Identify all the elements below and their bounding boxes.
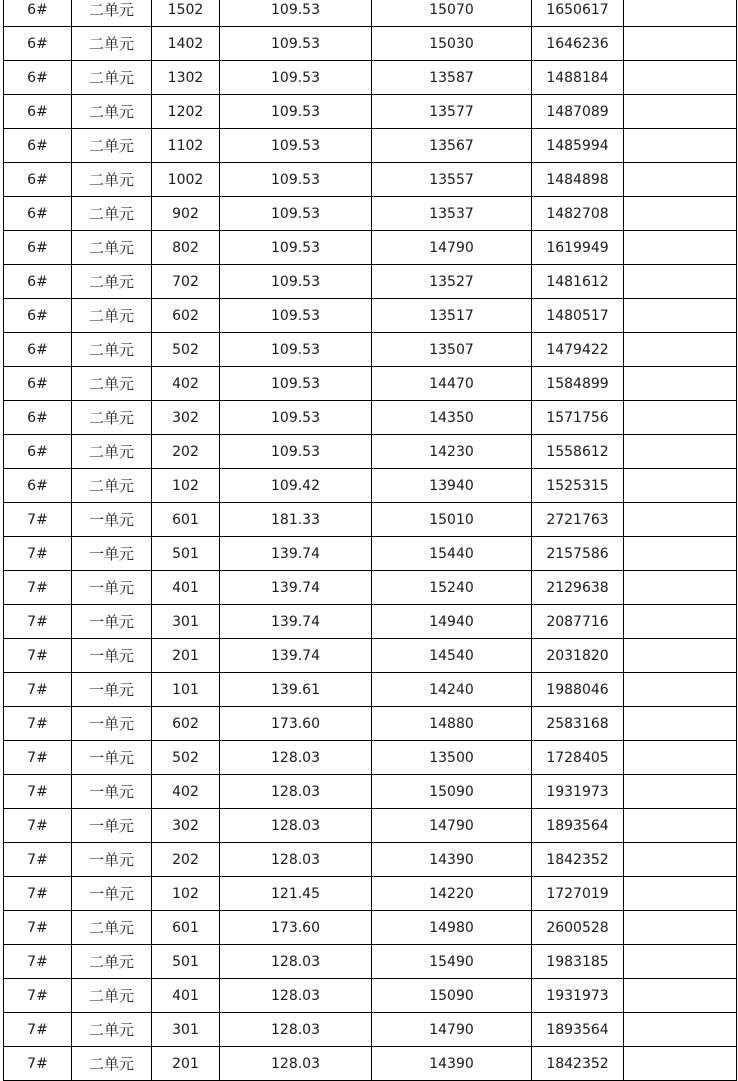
total-price-cell: 1488184 (532, 61, 624, 95)
remark-cell (624, 0, 737, 27)
area-cell: 139.74 (220, 537, 372, 571)
remark-cell (624, 945, 737, 979)
unit-cell: 二单元 (72, 299, 152, 333)
room-cell: 601 (152, 503, 220, 537)
total-price-cell: 1650617 (532, 0, 624, 27)
remark-cell (624, 333, 737, 367)
total-price-cell: 1842352 (532, 843, 624, 877)
area-cell: 173.60 (220, 707, 372, 741)
building-cell: 7# (4, 809, 72, 843)
building-cell: 6# (4, 95, 72, 129)
total-price-cell: 1931973 (532, 775, 624, 809)
total-price-cell: 1842352 (532, 1047, 624, 1081)
unit-price-cell: 15090 (372, 979, 532, 1013)
table-row (4, 163, 737, 197)
table-row (4, 775, 737, 809)
total-price-cell: 1571756 (532, 401, 624, 435)
remark-cell (624, 537, 737, 571)
total-price-cell: 1728405 (532, 741, 624, 775)
total-price-cell: 1480517 (532, 299, 624, 333)
building-cell: 7# (4, 1013, 72, 1047)
building-cell: 7# (4, 741, 72, 775)
unit-price-cell: 13500 (372, 741, 532, 775)
unit-price-cell: 14540 (372, 639, 532, 673)
unit-price-cell: 15030 (372, 27, 532, 61)
unit-price-cell: 14390 (372, 1047, 532, 1081)
unit-price-cell: 13940 (372, 469, 532, 503)
remark-cell (624, 877, 737, 911)
area-cell: 139.74 (220, 605, 372, 639)
remark-cell (624, 401, 737, 435)
unit-cell: 二单元 (72, 469, 152, 503)
unit-price-cell: 14790 (372, 1013, 532, 1047)
room-cell: 502 (152, 741, 220, 775)
table-row (4, 843, 737, 877)
unit-cell: 二单元 (72, 95, 152, 129)
building-cell: 6# (4, 231, 72, 265)
area-cell: 109.53 (220, 265, 372, 299)
building-cell: 6# (4, 0, 72, 27)
unit-cell: 二单元 (72, 197, 152, 231)
area-cell: 109.53 (220, 129, 372, 163)
unit-price-cell: 15440 (372, 537, 532, 571)
building-cell: 6# (4, 129, 72, 163)
area-cell: 109.53 (220, 435, 372, 469)
table-row (4, 333, 737, 367)
room-cell: 201 (152, 639, 220, 673)
building-cell: 6# (4, 197, 72, 231)
building-cell: 7# (4, 673, 72, 707)
table-row (4, 231, 737, 265)
unit-price-cell: 14230 (372, 435, 532, 469)
table-row (4, 129, 737, 163)
table-row (4, 401, 737, 435)
building-cell: 6# (4, 401, 72, 435)
room-cell: 402 (152, 367, 220, 401)
building-cell: 7# (4, 877, 72, 911)
unit-price-cell: 14790 (372, 809, 532, 843)
room-cell: 1302 (152, 61, 220, 95)
total-price-cell: 1988046 (532, 673, 624, 707)
unit-price-cell: 14790 (372, 231, 532, 265)
remark-cell (624, 231, 737, 265)
remark-cell (624, 741, 737, 775)
table-row (4, 571, 737, 605)
total-price-cell: 2721763 (532, 503, 624, 537)
area-cell: 128.03 (220, 741, 372, 775)
table-row (4, 27, 737, 61)
unit-price-cell: 13517 (372, 299, 532, 333)
remark-cell (624, 1047, 737, 1081)
unit-price-cell: 14980 (372, 911, 532, 945)
room-cell: 302 (152, 809, 220, 843)
room-cell: 601 (152, 911, 220, 945)
room-cell: 1002 (152, 163, 220, 197)
unit-cell: 二单元 (72, 1047, 152, 1081)
area-cell: 109.53 (220, 401, 372, 435)
table-row (4, 707, 737, 741)
unit-cell: 二单元 (72, 945, 152, 979)
table-row (4, 95, 737, 129)
area-cell: 109.53 (220, 27, 372, 61)
remark-cell (624, 1013, 737, 1047)
area-cell: 128.03 (220, 1047, 372, 1081)
total-price-cell: 2157586 (532, 537, 624, 571)
total-price-cell: 1727019 (532, 877, 624, 911)
unit-cell: 二单元 (72, 1013, 152, 1047)
unit-cell: 二单元 (72, 333, 152, 367)
room-cell: 1102 (152, 129, 220, 163)
unit-price-cell: 14470 (372, 367, 532, 401)
building-cell: 7# (4, 571, 72, 605)
price-table-container (3, 0, 737, 1081)
building-cell: 7# (4, 707, 72, 741)
unit-cell: 二单元 (72, 61, 152, 95)
total-price-cell: 1484898 (532, 163, 624, 197)
remark-cell (624, 61, 737, 95)
area-cell: 109.53 (220, 0, 372, 27)
unit-price-cell: 15010 (372, 503, 532, 537)
total-price-cell: 1931973 (532, 979, 624, 1013)
building-cell: 7# (4, 537, 72, 571)
room-cell: 902 (152, 197, 220, 231)
unit-cell: 一单元 (72, 707, 152, 741)
room-cell: 602 (152, 299, 220, 333)
remark-cell (624, 129, 737, 163)
remark-cell (624, 367, 737, 401)
total-price-cell: 2031820 (532, 639, 624, 673)
table-row (4, 605, 737, 639)
unit-price-cell: 14390 (372, 843, 532, 877)
building-cell: 7# (4, 911, 72, 945)
unit-price-cell: 15090 (372, 775, 532, 809)
remark-cell (624, 571, 737, 605)
remark-cell (624, 299, 737, 333)
building-cell: 6# (4, 265, 72, 299)
room-cell: 102 (152, 877, 220, 911)
room-cell: 401 (152, 979, 220, 1013)
remark-cell (624, 673, 737, 707)
unit-cell: 一单元 (72, 673, 152, 707)
area-cell: 109.53 (220, 95, 372, 129)
remark-cell (624, 435, 737, 469)
remark-cell (624, 809, 737, 843)
area-cell: 109.53 (220, 61, 372, 95)
unit-price-cell: 15240 (372, 571, 532, 605)
area-cell: 128.03 (220, 945, 372, 979)
remark-cell (624, 911, 737, 945)
total-price-cell: 1487089 (532, 95, 624, 129)
room-cell: 802 (152, 231, 220, 265)
remark-cell (624, 979, 737, 1013)
table-row (4, 911, 737, 945)
table-row (4, 0, 737, 27)
unit-cell: 一单元 (72, 605, 152, 639)
table-row (4, 639, 737, 673)
total-price-cell: 1525315 (532, 469, 624, 503)
room-cell: 202 (152, 843, 220, 877)
table-row (4, 469, 737, 503)
unit-cell: 一单元 (72, 843, 152, 877)
room-cell: 1502 (152, 0, 220, 27)
unit-cell: 一单元 (72, 571, 152, 605)
unit-cell: 二单元 (72, 163, 152, 197)
total-price-cell: 2129638 (532, 571, 624, 605)
unit-cell: 二单元 (72, 367, 152, 401)
building-cell: 6# (4, 299, 72, 333)
remark-cell (624, 843, 737, 877)
room-cell: 301 (152, 605, 220, 639)
unit-cell: 二单元 (72, 129, 152, 163)
unit-price-cell: 14220 (372, 877, 532, 911)
building-cell: 6# (4, 333, 72, 367)
building-cell: 6# (4, 27, 72, 61)
remark-cell (624, 95, 737, 129)
total-price-cell: 2600528 (532, 911, 624, 945)
total-price-cell: 1646236 (532, 27, 624, 61)
table-row (4, 265, 737, 299)
room-cell: 1402 (152, 27, 220, 61)
table-row (4, 979, 737, 1013)
unit-price-cell: 13527 (372, 265, 532, 299)
unit-cell: 二单元 (72, 401, 152, 435)
unit-cell: 二单元 (72, 979, 152, 1013)
total-price-cell: 1558612 (532, 435, 624, 469)
unit-price-cell: 15070 (372, 0, 532, 27)
remark-cell (624, 27, 737, 61)
total-price-cell: 1619949 (532, 231, 624, 265)
unit-cell: 二单元 (72, 0, 152, 27)
area-cell: 109.53 (220, 367, 372, 401)
unit-price-cell: 13537 (372, 197, 532, 231)
room-cell: 1202 (152, 95, 220, 129)
table-row (4, 61, 737, 95)
room-cell: 201 (152, 1047, 220, 1081)
unit-price-cell: 13507 (372, 333, 532, 367)
area-cell: 181.33 (220, 503, 372, 537)
unit-price-cell: 15490 (372, 945, 532, 979)
total-price-cell: 1584899 (532, 367, 624, 401)
unit-cell: 一单元 (72, 537, 152, 571)
unit-price-cell: 13587 (372, 61, 532, 95)
area-cell: 128.03 (220, 1013, 372, 1047)
table-row (4, 673, 737, 707)
remark-cell (624, 469, 737, 503)
remark-cell (624, 163, 737, 197)
price-table-body (4, 0, 737, 1081)
unit-cell: 一单元 (72, 741, 152, 775)
table-row (4, 1013, 737, 1047)
area-cell: 139.61 (220, 673, 372, 707)
unit-price-cell: 13557 (372, 163, 532, 197)
room-cell: 501 (152, 537, 220, 571)
unit-price-cell: 14940 (372, 605, 532, 639)
area-cell: 128.03 (220, 809, 372, 843)
remark-cell (624, 503, 737, 537)
table-row (4, 435, 737, 469)
unit-cell: 二单元 (72, 911, 152, 945)
total-price-cell: 1983185 (532, 945, 624, 979)
table-row (4, 809, 737, 843)
table-row (4, 537, 737, 571)
total-price-cell: 1481612 (532, 265, 624, 299)
area-cell: 109.53 (220, 197, 372, 231)
total-price-cell: 1893564 (532, 809, 624, 843)
remark-cell (624, 775, 737, 809)
building-cell: 6# (4, 163, 72, 197)
unit-price-cell: 14350 (372, 401, 532, 435)
area-cell: 109.53 (220, 333, 372, 367)
table-row (4, 945, 737, 979)
area-cell: 109.53 (220, 299, 372, 333)
area-cell: 128.03 (220, 979, 372, 1013)
building-cell: 7# (4, 979, 72, 1013)
table-row (4, 367, 737, 401)
building-cell: 6# (4, 435, 72, 469)
building-cell: 7# (4, 775, 72, 809)
area-cell: 128.03 (220, 775, 372, 809)
unit-cell: 二单元 (72, 265, 152, 299)
table-row (4, 503, 737, 537)
unit-cell: 二单元 (72, 27, 152, 61)
room-cell: 102 (152, 469, 220, 503)
room-cell: 202 (152, 435, 220, 469)
room-cell: 401 (152, 571, 220, 605)
unit-price-cell: 13577 (372, 95, 532, 129)
area-cell: 139.74 (220, 639, 372, 673)
unit-cell: 二单元 (72, 435, 152, 469)
building-cell: 7# (4, 843, 72, 877)
room-cell: 101 (152, 673, 220, 707)
remark-cell (624, 639, 737, 673)
total-price-cell: 2583168 (532, 707, 624, 741)
remark-cell (624, 265, 737, 299)
room-cell: 302 (152, 401, 220, 435)
area-cell: 139.74 (220, 571, 372, 605)
unit-price-cell: 13567 (372, 129, 532, 163)
unit-cell: 一单元 (72, 639, 152, 673)
table-row (4, 1047, 737, 1081)
unit-cell: 一单元 (72, 809, 152, 843)
building-cell: 6# (4, 367, 72, 401)
total-price-cell: 1485994 (532, 129, 624, 163)
remark-cell (624, 707, 737, 741)
building-cell: 7# (4, 945, 72, 979)
unit-cell: 一单元 (72, 877, 152, 911)
total-price-cell: 1479422 (532, 333, 624, 367)
price-table (3, 0, 737, 1081)
room-cell: 301 (152, 1013, 220, 1047)
room-cell: 402 (152, 775, 220, 809)
area-cell: 109.53 (220, 163, 372, 197)
building-cell: 7# (4, 503, 72, 537)
table-row (4, 741, 737, 775)
unit-price-cell: 14240 (372, 673, 532, 707)
room-cell: 502 (152, 333, 220, 367)
area-cell: 128.03 (220, 843, 372, 877)
building-cell: 7# (4, 639, 72, 673)
unit-cell: 二单元 (72, 231, 152, 265)
room-cell: 702 (152, 265, 220, 299)
building-cell: 6# (4, 61, 72, 95)
building-cell: 7# (4, 605, 72, 639)
remark-cell (624, 605, 737, 639)
table-row (4, 299, 737, 333)
total-price-cell: 1482708 (532, 197, 624, 231)
total-price-cell: 2087716 (532, 605, 624, 639)
area-cell: 109.53 (220, 231, 372, 265)
building-cell: 6# (4, 469, 72, 503)
unit-price-cell: 14880 (372, 707, 532, 741)
total-price-cell: 1893564 (532, 1013, 624, 1047)
unit-cell: 一单元 (72, 503, 152, 537)
unit-cell: 一单元 (72, 775, 152, 809)
table-row (4, 197, 737, 231)
room-cell: 602 (152, 707, 220, 741)
table-row (4, 877, 737, 911)
area-cell: 109.42 (220, 469, 372, 503)
area-cell: 173.60 (220, 911, 372, 945)
building-cell: 7# (4, 1047, 72, 1081)
area-cell: 121.45 (220, 877, 372, 911)
remark-cell (624, 197, 737, 231)
room-cell: 501 (152, 945, 220, 979)
